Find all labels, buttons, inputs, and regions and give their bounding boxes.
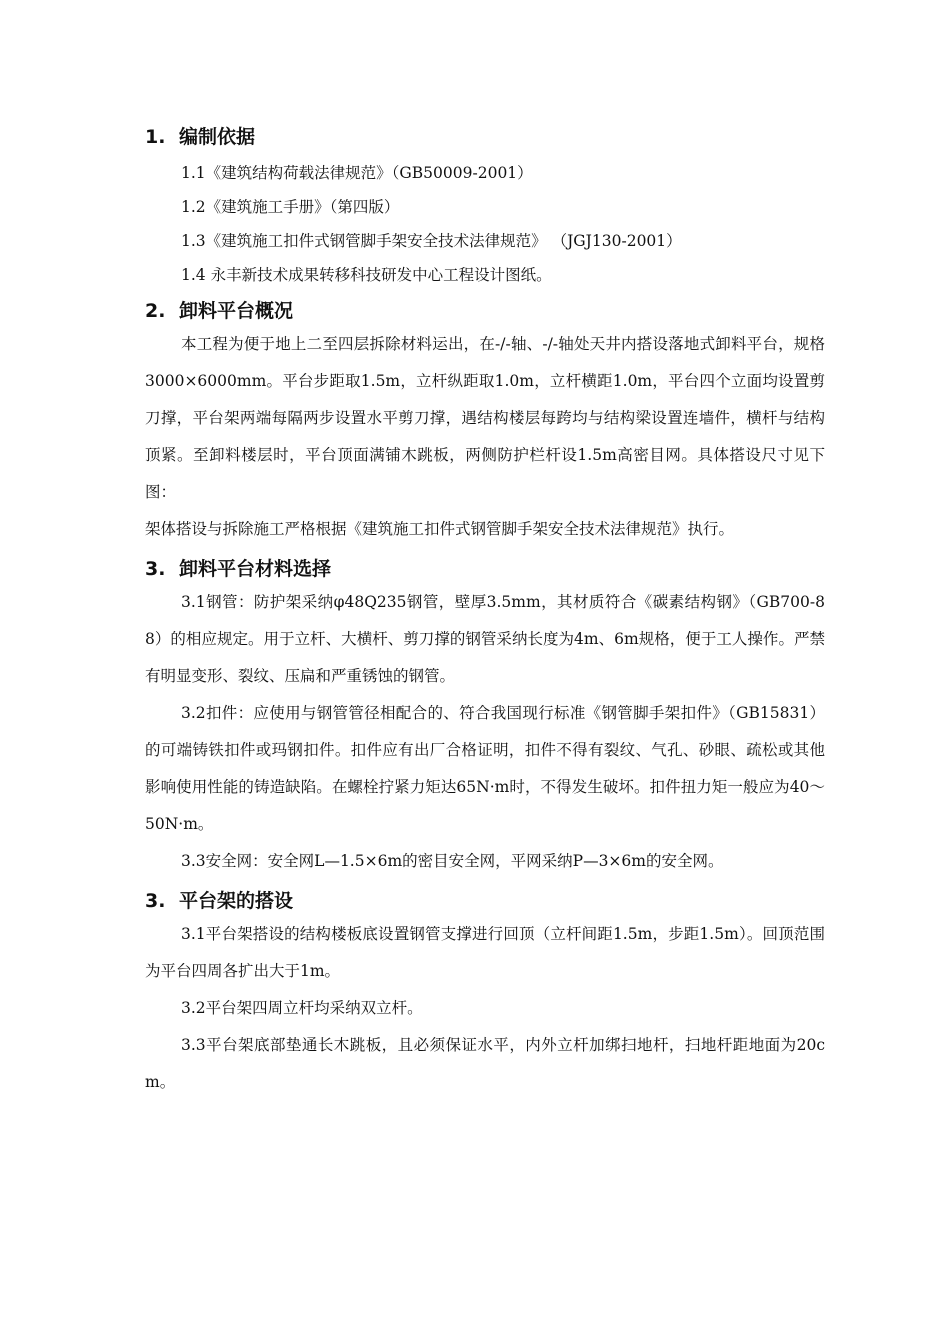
materials-paragraph: 3.3安全网：安全网L—1.5×6m的密目安全网，平网采纳P—3×6m的安全网。 bbox=[181, 852, 724, 870]
section-title: 编制依据 bbox=[179, 126, 256, 148]
section-title: 平台架的搭设 bbox=[179, 890, 294, 912]
section-heading-overview bbox=[145, 296, 825, 326]
section-number: 1. bbox=[145, 126, 166, 148]
section-number: 2. bbox=[145, 300, 166, 322]
section-title: 卸料平台概况 bbox=[179, 300, 294, 322]
section-number: 3. bbox=[145, 558, 166, 580]
erection-paragraph: 3.2平台架四周立杆均采纳双立杆。 bbox=[181, 999, 423, 1017]
section-heading-basis bbox=[145, 122, 825, 152]
erection-paragraph: 3.1平台架搭设的结构楼板底设置钢管支撑进行回顶（立杆间距1.5m，步距1.5m）。回顶范围为平台四周各扩出大于1m。 bbox=[145, 925, 825, 980]
erection-paragraph: 3.3平台架底部垫通长木跳板，且必须保证水平，内外立杆加绑扫地杆，扫地杆距地面为20cm。 bbox=[145, 1036, 825, 1091]
reference-item: 1.2《建筑施工手册》（第四版） bbox=[181, 198, 400, 216]
reference-item: 1.1《建筑结构荷载法律规范》（GB50009-2001） bbox=[181, 164, 533, 182]
materials-paragraph: 3.2扣件：应使用与钢管管径相配合的、符合我国现行标准《钢管脚手架扣件》（GB15831）的可端铸铁扣件或玛钢扣件。扣件应有出厂合格证明，扣件不得有裂纹、气孔、砂眼、疏松或其他影响使用性能的铸造缺陷。在螺栓拧紧力矩达65N·m时，不得发生破坏。扣件扭力矩一般应为40～50N·m。 bbox=[145, 704, 825, 833]
section-heading-erection bbox=[145, 886, 825, 916]
document-body bbox=[145, 122, 825, 1101]
overview-paragraph: 架体搭设与拆除施工严格根据《建筑施工扣件式钢管脚手架安全技术法律规范》执行。 bbox=[145, 520, 735, 538]
reference-item: 1.3《建筑施工扣件式钢管脚手架安全技术法律规范》 （JGJ130-2001） bbox=[181, 232, 682, 250]
section-number: 3. bbox=[145, 890, 166, 912]
overview-paragraph: 本工程为便于地上二至四层拆除材料运出，在-/-轴、-/-轴处天井内搭设落地式卸料平台，规格3000×6000mm。平台步距取1.5m，立杆纵距取1.0m，立杆横距1.0m，平台四个立面均设置剪刀撑，平台架两端每隔两步设置水平剪刀撑，遇结构楼层每跨均与结构梁设置连墙件，横杆与结构顶紧。至卸料楼层时，平台顶面满铺木跳板，两侧防护栏杆设1.5m高密目网。具体搭设尺寸见下图： bbox=[145, 335, 825, 501]
materials-paragraph: 3.1钢管：防护架采纳φ48Q235钢管，壁厚3.5mm，其材质符合《碳素结构钢》（GB700-88）的相应规定。用于立杆、大横杆、剪刀撑的钢管采纳长度为4m、6m规格，便于工人操作。严禁有明显变形、裂纹、压扁和严重锈蚀的钢管。 bbox=[145, 593, 825, 685]
section-heading-materials bbox=[145, 554, 825, 584]
reference-item: 1.4 永丰新技术成果转移科技研发中心工程设计图纸。 bbox=[181, 266, 552, 284]
section-title: 卸料平台材料选择 bbox=[179, 558, 332, 580]
